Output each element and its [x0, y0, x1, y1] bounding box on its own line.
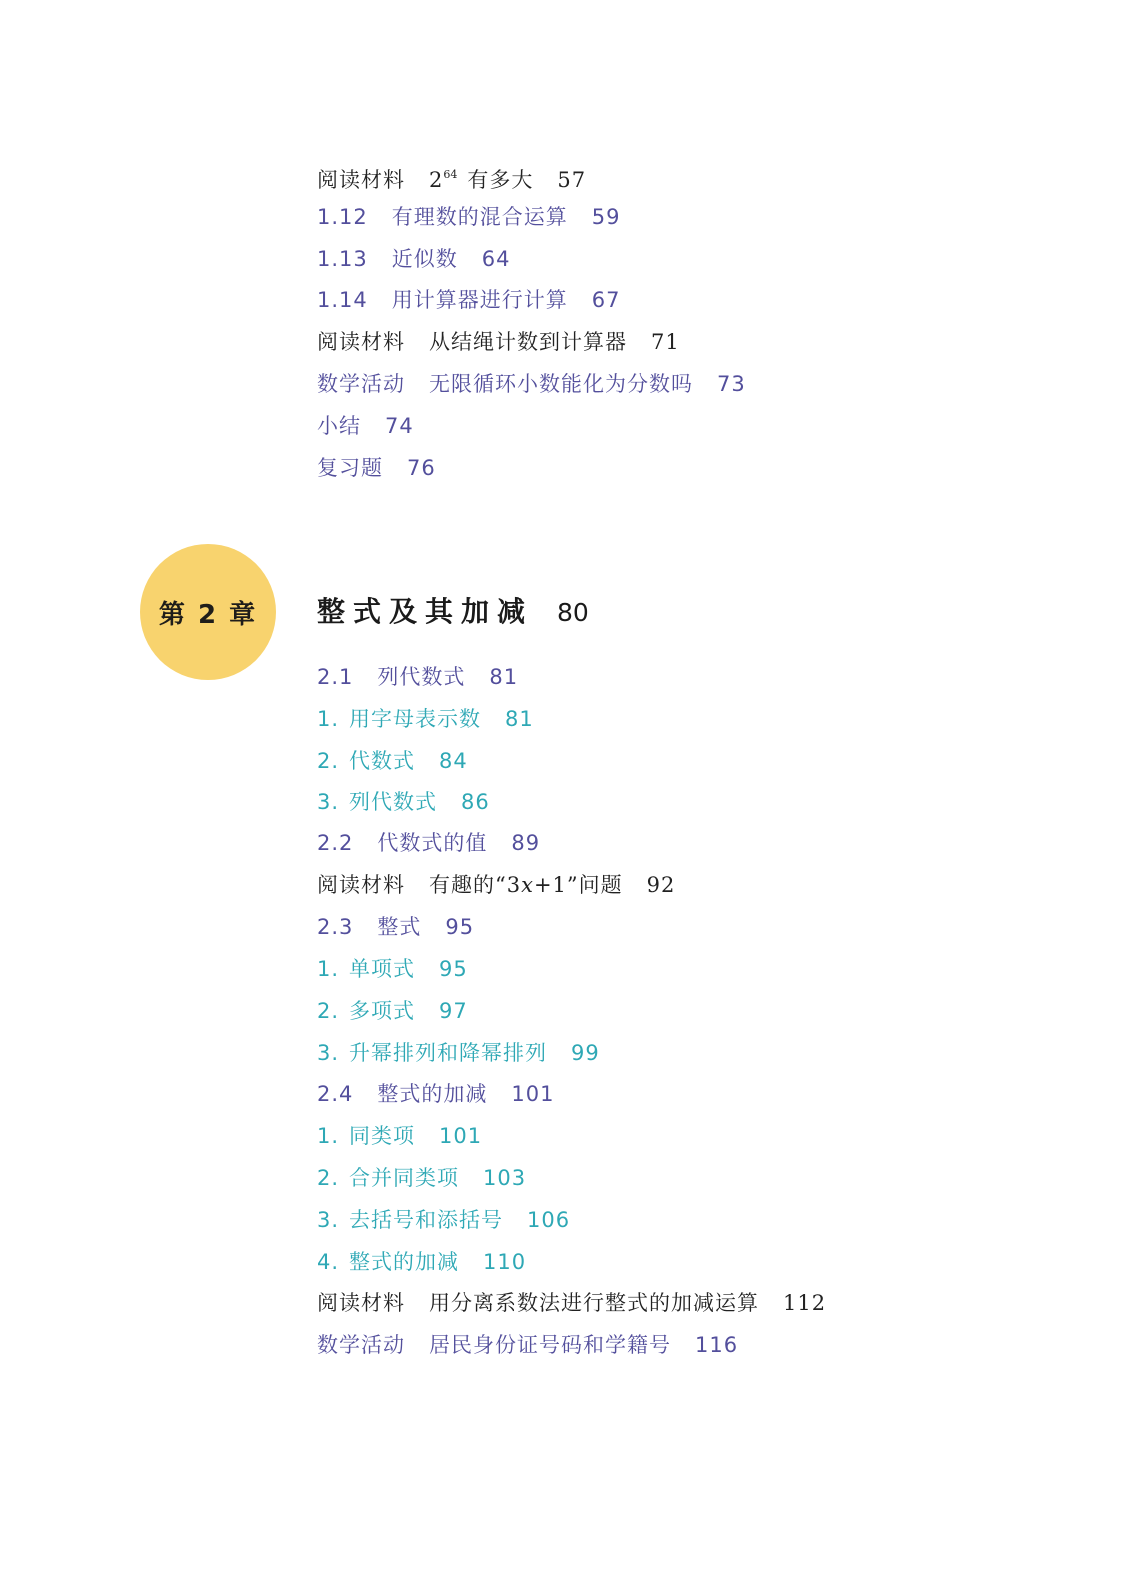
entry-number: 1.: [317, 957, 340, 981]
toc-entry-math-activity-1[interactable]: [317, 369, 746, 399]
entry-title: 代数式的值: [377, 831, 488, 855]
toc-entry-1-14[interactable]: [317, 285, 621, 315]
entry-page-number: 116: [695, 1333, 739, 1357]
entry-page-number: 103: [483, 1166, 527, 1190]
entry-number: 2.: [317, 1166, 340, 1190]
entry-title: 有理数的混合运算: [391, 205, 568, 229]
entry-page-number: 64: [481, 247, 511, 271]
entry-number: 1.: [317, 707, 340, 731]
entry-page-number: 84: [439, 749, 468, 773]
entry-title-variable: x: [521, 873, 534, 897]
entry-title: 升幂排列和降幂排列: [349, 1041, 548, 1065]
entry-title: 多项式: [349, 999, 416, 1023]
entry-number: 数学活动: [317, 1333, 405, 1357]
entry-page-number: 81: [505, 707, 534, 731]
entry-number: 1.14: [317, 288, 368, 312]
entry-number: 1.13: [317, 247, 368, 271]
toc-entry-1-13[interactable]: [317, 244, 511, 274]
toc-subentry-2-1-2[interactable]: [317, 746, 468, 776]
entry-number: 4.: [317, 1250, 340, 1274]
entry-number: 1.: [317, 1124, 340, 1148]
entry-number: 3.: [317, 790, 340, 814]
entry-page-number: 74: [385, 414, 414, 438]
entry-page-number: 97: [439, 999, 468, 1023]
entry-title-suffix: +1”问题: [533, 873, 623, 897]
entry-title: 列代数式: [377, 665, 466, 689]
entry-page-number: 110: [483, 1250, 527, 1274]
reading-label: 阅读材料: [317, 873, 405, 897]
entry-title: 整式: [377, 915, 422, 939]
entry-page-number: 101: [511, 1082, 555, 1106]
entry-title: 同类项: [349, 1124, 416, 1148]
chapter-badge-label: 第 2 章: [158, 599, 258, 630]
entry-title: 无限循环小数能化为分数吗: [429, 372, 693, 396]
entry-number: 2.: [317, 999, 340, 1023]
entry-title: 用字母表示数: [349, 707, 482, 731]
chapter-badge: [140, 544, 276, 680]
entry-title: 从结绳计数到计算器: [429, 330, 627, 354]
entry-title: 合并同类项: [349, 1166, 460, 1190]
entry-title: 用计算器进行计算: [391, 288, 568, 312]
entry-title: 小结: [317, 414, 361, 438]
entry-title: 整式的加减: [349, 1250, 460, 1274]
entry-title: 去括号和添括号: [349, 1208, 504, 1232]
entry-title-base: 2: [429, 168, 444, 192]
toc-subentry-2-3-3[interactable]: [317, 1038, 600, 1068]
toc-entry-reading-coefficient-method[interactable]: [317, 1288, 826, 1318]
entry-number: 数学活动: [317, 372, 405, 396]
toc-subentry-2-4-4[interactable]: [317, 1247, 526, 1277]
reading-label: 阅读材料: [317, 168, 405, 192]
toc-subentry-2-4-2[interactable]: [317, 1163, 526, 1193]
entry-page-number: 71: [651, 330, 680, 354]
entry-page-number: 89: [511, 831, 541, 855]
entry-page-number: 95: [445, 915, 475, 939]
toc-subentry-2-1-1[interactable]: [317, 704, 534, 734]
entry-page-number: 73: [717, 372, 746, 396]
entry-number: 2.: [317, 749, 340, 773]
entry-page-number: 86: [461, 790, 490, 814]
entry-page-number: 59: [591, 205, 621, 229]
toc-entry-review[interactable]: [317, 453, 436, 483]
entry-title: 列代数式: [349, 790, 438, 814]
entry-title: 单项式: [349, 957, 416, 981]
entry-page-number: 76: [407, 456, 436, 480]
entry-page-number: 106: [527, 1208, 571, 1232]
entry-number: 2.3: [317, 915, 354, 939]
toc-subentry-2-3-2[interactable]: [317, 996, 468, 1026]
entry-title: 用分离系数法进行整式的加减运算: [429, 1291, 759, 1315]
toc-entry-math-activity-2[interactable]: [317, 1330, 738, 1360]
entry-page-number: 81: [489, 665, 519, 689]
entry-page-number: 92: [646, 873, 676, 897]
toc-subentry-2-4-1[interactable]: [317, 1121, 482, 1151]
toc-subentry-2-3-1[interactable]: [317, 954, 468, 984]
entry-number: 3.: [317, 1208, 340, 1232]
entry-number: 2.1: [317, 665, 354, 689]
toc-entry-reading-calculator[interactable]: [317, 327, 680, 357]
toc-entry-reading-3x-plus-1[interactable]: [317, 870, 675, 900]
entry-number: 2.2: [317, 831, 354, 855]
entry-number: 3.: [317, 1041, 340, 1065]
chapter-page-number: 80: [557, 598, 589, 627]
reading-label: 阅读材料: [317, 330, 405, 354]
toc-entry-2-3[interactable]: [317, 912, 474, 942]
toc-subentry-2-1-3[interactable]: [317, 787, 490, 817]
entry-page-number: 67: [591, 288, 621, 312]
reading-label: 阅读材料: [317, 1291, 405, 1315]
entry-title: 复习题: [317, 456, 383, 480]
entry-page-number: 101: [439, 1124, 483, 1148]
entry-title: 居民身份证号码和学籍号: [429, 1333, 671, 1357]
entry-number: 2.4: [317, 1082, 354, 1106]
entry-page-number: 57: [557, 168, 587, 192]
toc-entry-2-2[interactable]: [317, 828, 540, 858]
entry-page-number: 99: [571, 1041, 600, 1065]
entry-title: 近似数: [391, 247, 458, 271]
toc-entry-summary[interactable]: [317, 411, 414, 441]
toc-entry-reading-2-64[interactable]: [317, 160, 586, 195]
toc-entry-1-12[interactable]: [317, 202, 621, 232]
toc-entry-2-4[interactable]: [317, 1079, 555, 1109]
chapter-heading[interactable]: [317, 592, 589, 633]
entry-title-exponent: 64: [443, 168, 458, 181]
entry-number: 1.12: [317, 205, 368, 229]
entry-title: 整式的加减: [377, 1082, 488, 1106]
entry-title: 代数式: [349, 749, 416, 773]
toc-entry-2-1[interactable]: [317, 662, 518, 692]
entry-page-number: 112: [783, 1291, 827, 1315]
chapter-title: 整式及其加减: [317, 595, 534, 628]
toc-subentry-2-4-3[interactable]: [317, 1205, 570, 1235]
entry-title: 有多大: [467, 168, 534, 192]
entry-page-number: 95: [439, 957, 468, 981]
entry-title-prefix: 有趣的“3: [429, 873, 522, 897]
